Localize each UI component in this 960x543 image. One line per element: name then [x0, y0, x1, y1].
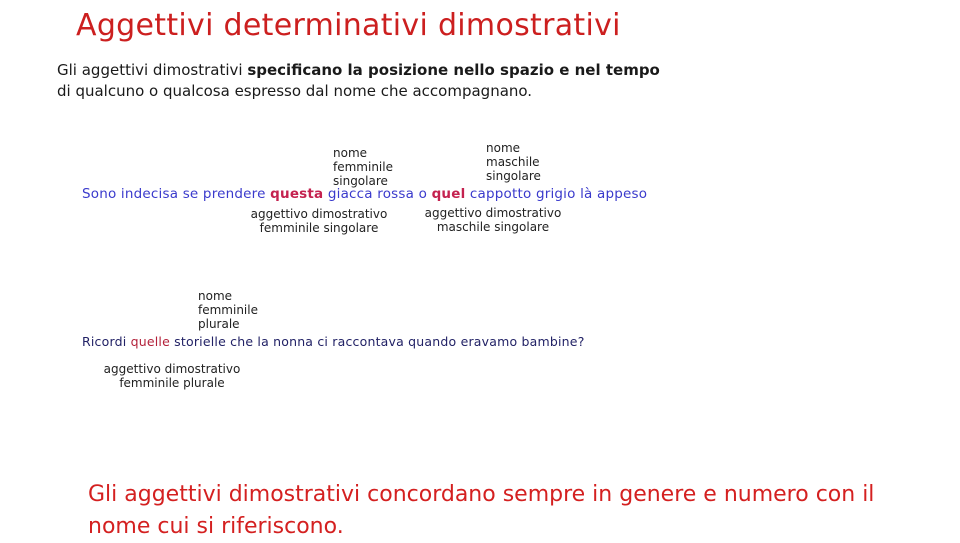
- highlight-questa: questa: [270, 186, 324, 202]
- conclusion-text: Gli aggettivi dimostrativi concordano sempre in genere e numero con il nome cui si riferiscono.: [88, 482, 875, 539]
- annotation-nome-maschile-singolare: nome maschile singolare: [486, 141, 541, 183]
- annotation-aggettivo-femminile-singolare: aggettivo dimostrativo femminile singolare: [250, 207, 388, 235]
- highlight-quelle: quelle: [130, 334, 170, 349]
- intro-line-1: [57, 60, 660, 81]
- example-sentence-2: Ricordi quelle storielle che la nonna ci raccontava quando eravamo bambine?: [82, 334, 585, 349]
- annotation-nome-femminile-singolare: nome femminile singolare: [333, 146, 393, 188]
- example-sentence-1: Sono indecisa se prendere questa giacca rossa o quel cappotto grigio là appeso: [82, 186, 648, 202]
- annotation-aggettivo-maschile-singolare: aggettivo dimostrativo maschile singolare: [424, 206, 562, 234]
- annotation-aggettivo-femminile-plurale: aggettivo dimostrativo femminile plurale: [103, 362, 241, 390]
- highlight-quel: quel: [431, 186, 466, 202]
- slide-title: Aggettivi determinativi dimostrativi: [76, 8, 621, 43]
- intro-bold-text: specificano la posizione nello spazio e nel tempo: [247, 61, 660, 79]
- annotation-nome-femminile-plurale: nome femminile plurale: [198, 289, 258, 331]
- intro-text: Gli aggettivi dimostrativi: [57, 61, 248, 79]
- intro-line-2: di qualcuno o qualcosa espresso dal nome che accompagnano.: [57, 82, 533, 100]
- intro-paragraph: [57, 60, 660, 102]
